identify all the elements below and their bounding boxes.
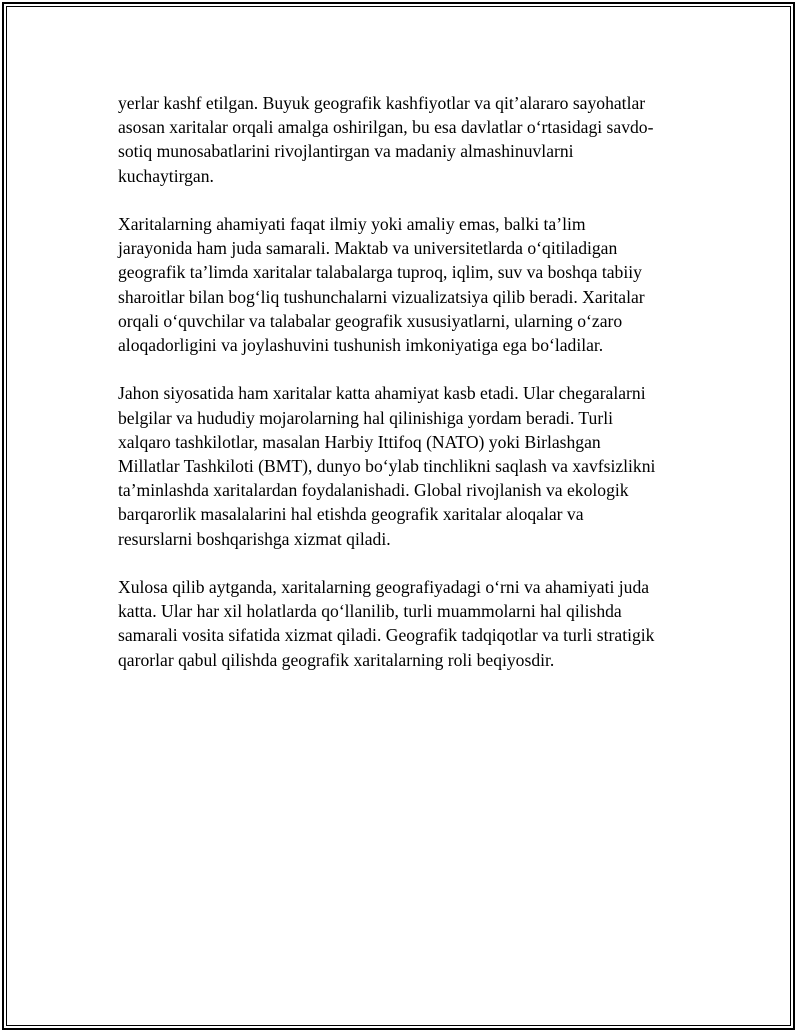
text-line: sotiq munosabatlarini rivojlantirgan va madaniy almashinuvlarni (118, 141, 574, 162)
paragraph-conclusion (118, 575, 690, 672)
text-line: jarayonida ham juda samarali. Maktab va universitetlarda o‘qitiladigan (118, 238, 618, 259)
text-line: katta. Ular har xil holatlarda qo‘llanilib, turli muammolarni hal qilishda (118, 601, 622, 622)
text-line: geografik ta’limda xaritalar talabalarga tuproq, iqlim, suv va boshqa tabiiy (118, 262, 642, 283)
text-line: xalqaro tashkilotlar, masalan Harbiy Ittifoq (NATO) yoki Birlashgan (118, 431, 601, 452)
text-line: qarorlar qabul qilishda geografik xaritalarning roli beqiyosdir. (118, 649, 555, 670)
text-line: Millatlar Tashkiloti (BMT), dunyo bo‘ylab tinchlikni saqlash va xavfsizlikni (118, 456, 656, 477)
text-line: kuchaytirgan. (118, 165, 214, 186)
document-body (118, 91, 690, 696)
paragraph-politics (118, 381, 690, 550)
text-line: asosan xaritalar orqali amalga oshirilgan, bu esa davlatlar o‘rtasidagi savdo- (118, 117, 654, 138)
text-line: Jahon siyosatida ham xaritalar katta ahamiyat kasb etadi. Ular chegaralarni (118, 383, 646, 404)
paragraph-education (118, 212, 690, 357)
text-line: yerlar kashf etilgan. Buyuk geografik kashfiyotlar va qit’alararo sayohatlar (118, 93, 646, 113)
paragraph-history (118, 91, 690, 188)
text-line: aloqadorligini va joylashuvini tushunish imkoniyatiga ega bo‘ladilar. (118, 335, 604, 356)
text-line: ta’minlashda xaritalardan foydalanishadi. Global rivojlanish va ekologik (118, 480, 629, 501)
text-line: Xaritalarning ahamiyati faqat ilmiy yoki amaliy emas, balki ta’lim (118, 214, 586, 234)
text-line: sharoitlar bilan bog‘liq tushunchalarni vizualizatsiya qilib beradi. Xaritalar (118, 286, 645, 307)
text-line: barqarorlik masalalarini hal etishda geografik xaritalar aloqalar va (118, 504, 584, 525)
text-line: belgilar va hududiy mojarolarning hal qilinishiga yordam beradi. Turli (118, 407, 613, 428)
text-line: orqali o‘quvchilar va talabalar geografik xususiyatlarni, ularning o‘zaro (118, 310, 623, 331)
text-line: Xulosa qilib aytganda, xaritalarning geografiyadagi o‘rni va ahamiyati juda (118, 577, 650, 598)
text-line: samarali vosita sifatida xizmat qiladi. Geografik tadqiqotlar va turli stratigik (118, 625, 655, 646)
text-line: resurslarni boshqarishga xizmat qiladi. (118, 528, 391, 549)
